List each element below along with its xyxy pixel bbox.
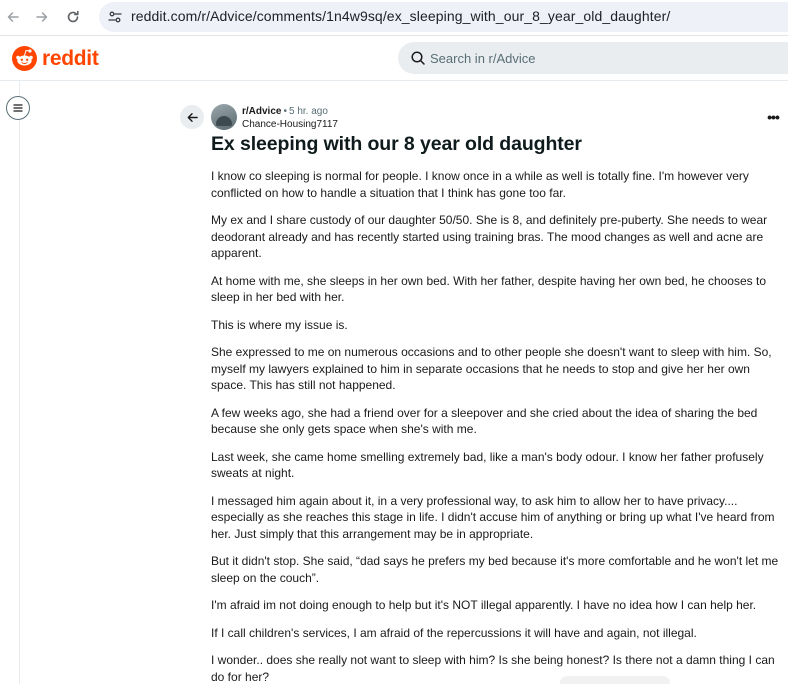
search-icon [410, 50, 426, 66]
hamburger-menu-icon [12, 102, 24, 114]
search-input[interactable] [430, 42, 770, 74]
url-text[interactable]: reddit.com/r/Advice/comments/1n4w9sq/ex_sleeping_with_our_8_year_old_daughter/ [131, 8, 671, 24]
reload-icon[interactable] [62, 6, 84, 28]
back-button[interactable] [180, 105, 204, 129]
reddit-logo[interactable] [12, 46, 99, 71]
reddit-snoo-icon [12, 46, 37, 71]
post-title: Ex sleeping with our 8 year old daughter [211, 133, 582, 155]
subreddit-link[interactable]: r/Advice [242, 106, 282, 117]
post-author-link[interactable]: Chance-Housing7117 [242, 119, 338, 130]
post-paragraph: I wonder.. does she really not want to sleep with him? Is she being honest? Is there not a damn thing I can do for her? [211, 653, 775, 684]
more-options-button[interactable]: ••• [767, 109, 779, 125]
post-paragraph: This is where my issue is. [211, 317, 348, 332]
post-meta [242, 106, 328, 117]
post-paragraph: If I call children's services, I am afraid of the repercussions it will have and again, not illegal. [211, 625, 697, 640]
browser-back-icon[interactable] [2, 6, 24, 28]
left-sidebar-divider [19, 81, 20, 684]
address-bar[interactable] [99, 2, 788, 32]
post-paragraph: Last week, she came home smelling extremely bad, like a man's body odour. I know her father profusely sweats at night. [211, 449, 764, 480]
browser-toolbar [0, 0, 788, 36]
arrow-left-icon [186, 111, 199, 124]
post-paragraph: I messaged him again about it, in a very professional way, to ask him to allow her to have privacy.... especially as she reaches this stage in life. I didn't accuse him of anything or bring up what I've heard from her. Just simply that this arrangement may be in appropriate. [211, 493, 775, 541]
post-paragraph: My ex and I share custody of our daughter 50/50. She is 8, and definitely pre-puberty. She needs to wear deodorant already and has recently started using training bras. The mood changes as well and acne are apparent. [211, 213, 768, 260]
post-paragraph: But it didn't stop. She said, “dad says he prefers my bed because it's more comfortable and he won't let me sleep on the couch”. [211, 554, 779, 585]
post-paragraph: I know co sleeping is normal for people. I know once in a while as well is totally fine. I'm however very conflicted on how to handle a situation that I think has gone too far. [211, 169, 749, 200]
post-paragraph: I'm afraid im not doing enough to help but it's NOT illegal apparently. I have no idea how I can help her. [211, 598, 757, 612]
site-header [0, 36, 788, 81]
site-settings-icon[interactable] [107, 9, 123, 25]
sidebar-toggle-button[interactable] [6, 96, 30, 120]
post-body [211, 168, 783, 684]
search-bar[interactable] [398, 42, 788, 74]
browser-forward-icon[interactable] [31, 6, 53, 28]
floating-bar-shadow [560, 676, 670, 684]
post-timestamp: 5 hr. ago [288, 106, 328, 117]
subreddit-avatar[interactable] [211, 104, 237, 130]
post-paragraph: A few weeks ago, she had a friend over for a sleepover and she cried about the idea of sharing the bed because she only gets space when she's with me. [211, 405, 758, 436]
post-paragraph: At home with me, she sleeps in her own bed. With her father, despite having her own bed, he chooses to sleep in her bed with her. [211, 273, 766, 304]
meta-separator: • [283, 106, 287, 117]
post-paragraph: She expressed to me on numerous occasions and to other people she doesn't want to sleep with him. So, myself my lawyers explained to him in separate occasions that he needs to stop and give her her own space. This has still not happened. [211, 345, 772, 392]
logo-wordmark: reddit [42, 46, 99, 70]
